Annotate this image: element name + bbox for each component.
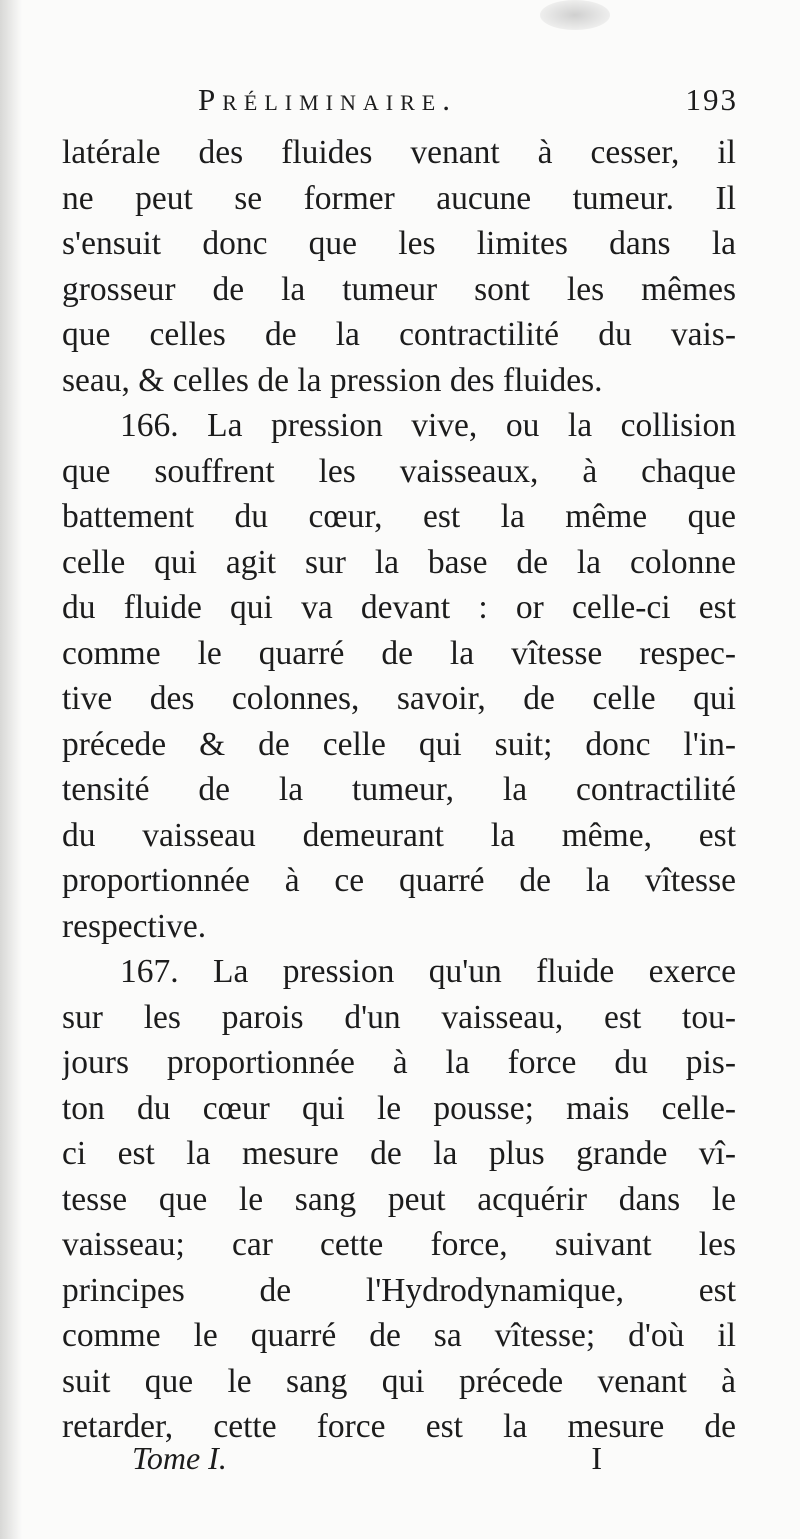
- text-line: tesse que le sang peut acquérir dans le: [62, 1180, 736, 1218]
- text-line: ne peut se former aucune tumeur. Il: [62, 179, 736, 217]
- text-line: latérale des fluides venant à cesser, il: [62, 134, 736, 171]
- text-line: ci est la mesure de la plus grande vî-: [62, 1135, 736, 1172]
- ink-smudge: [540, 0, 610, 30]
- text-line: respective.: [62, 907, 207, 945]
- paragraph-167-start: 167. La pression qu'un fluide exerce: [120, 953, 736, 990]
- text-line: comme le quarré de la vîtesse respec-: [62, 634, 736, 672]
- text-line: sur les parois d'un vaisseau, est tou-: [62, 998, 736, 1036]
- text-line: s'ensuit donc que les limites dans la: [62, 225, 736, 262]
- text-line: tensité de la tumeur, la contractilité: [62, 771, 736, 808]
- paragraph-166-start: 166. La pression vive, ou la collision: [120, 407, 736, 444]
- text-line: suit que le sang qui précede venant à: [62, 1362, 736, 1400]
- text-line: battement du cœur, est la même que: [62, 498, 736, 535]
- text-line: précede & de celle qui suit; donc l'in-: [62, 725, 736, 763]
- volume-label: Tome I.: [132, 1440, 227, 1476]
- text-line: retarder, cette force est la mesure de: [62, 1408, 736, 1445]
- text-line: que celles de la contractilité du vais-: [62, 316, 736, 353]
- text-line: principes de l'Hydrodynamique, est: [62, 1271, 736, 1309]
- page-footer: [132, 1440, 602, 1484]
- running-head: Préliminaire.: [198, 82, 457, 117]
- body-text: [62, 130, 736, 1450]
- signature-mark: I: [591, 1440, 602, 1476]
- text-line: proportionnée à ce quarré de la vîtesse: [62, 862, 736, 899]
- text-line: celle qui agit sur la base de la colonne: [62, 543, 736, 581]
- text-line: comme le quarré de sa vîtesse; d'où il: [62, 1317, 736, 1354]
- text-line: seau, & celles de la pression des fluides.: [62, 361, 603, 399]
- text-line: grosseur de la tumeur sont les mêmes: [62, 270, 736, 308]
- text-line: jours proportionnée à la force du pis-: [62, 1044, 736, 1081]
- text-line: du vaisseau demeurant la même, est: [62, 816, 736, 854]
- text-line: tive des colonnes, savoir, de celle qui: [62, 680, 736, 717]
- text-line: que souffrent les vaisseaux, à chaque: [62, 452, 736, 490]
- page-header: [198, 82, 738, 126]
- binding-shadow: [0, 0, 22, 1539]
- text-line: du fluide qui va devant : or celle-ci est: [62, 589, 736, 626]
- text-line: ton du cœur qui le pousse; mais celle-: [62, 1089, 736, 1127]
- page-number: 193: [685, 82, 738, 117]
- text-line: vaisseau; car cette force, suivant les: [62, 1226, 736, 1263]
